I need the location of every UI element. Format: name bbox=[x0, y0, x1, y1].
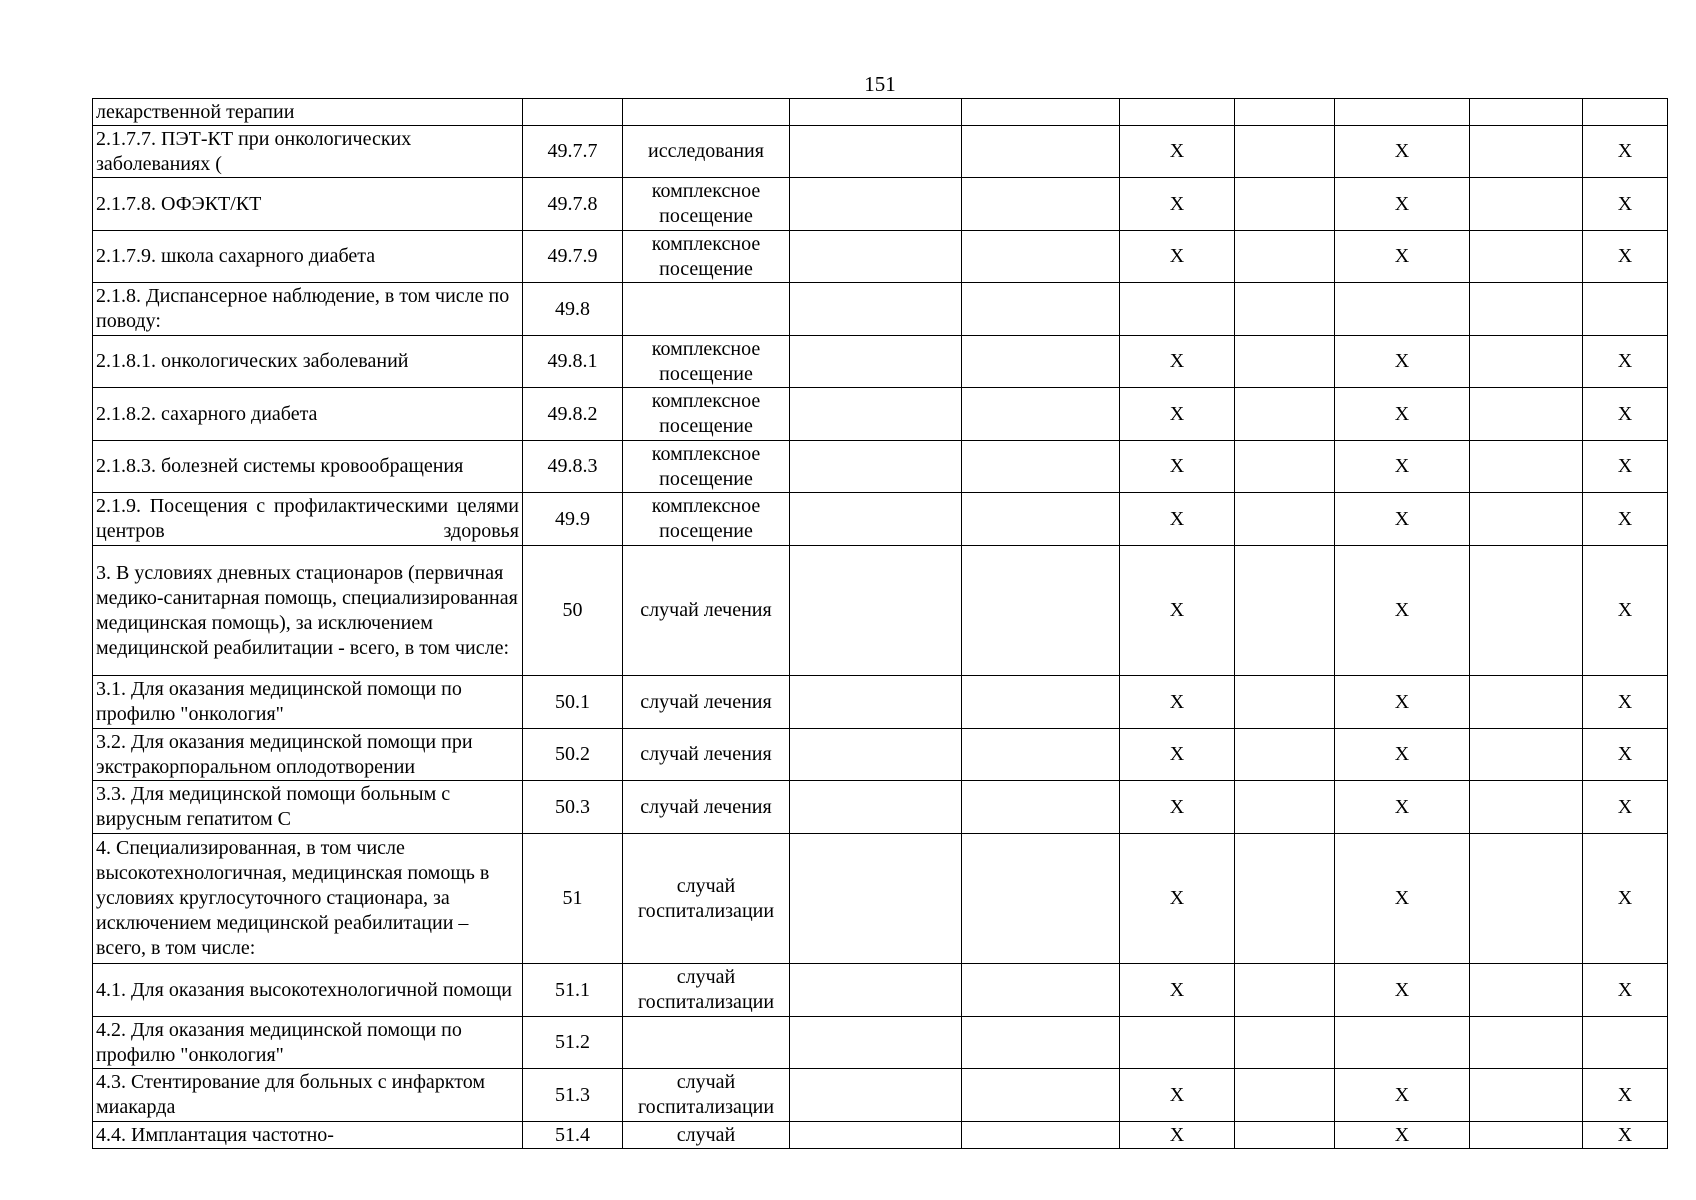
row-empty-cell bbox=[1235, 1069, 1335, 1122]
table-row bbox=[93, 493, 1668, 546]
row-empty-cell bbox=[1235, 834, 1335, 964]
row-empty-cell bbox=[1235, 781, 1335, 834]
row-empty-cell bbox=[962, 676, 1120, 729]
row-code-cell: 49.8.2 bbox=[523, 388, 623, 441]
row-mark-cell: Х bbox=[1335, 1069, 1470, 1122]
row-name-cell: 4.2. Для оказания медицинской помощи по профилю "онкология" bbox=[93, 1017, 523, 1069]
row-mark-cell: Х bbox=[1120, 546, 1235, 676]
row-mark-cell: Х bbox=[1583, 126, 1668, 178]
row-empty-cell bbox=[1235, 283, 1335, 336]
row-mark-cell: Х bbox=[1335, 388, 1470, 441]
row-mark-cell: Х bbox=[1335, 231, 1470, 283]
table-row bbox=[93, 834, 1668, 964]
table-row bbox=[93, 441, 1668, 493]
row-mark-cell: Х bbox=[1335, 781, 1470, 834]
row-unit-cell: комплексное посещение bbox=[623, 231, 790, 283]
row-name-cell: 3.3. Для медицинской помощи больным с вирусным гепатитом С bbox=[93, 781, 523, 834]
row-mark-cell: Х bbox=[1335, 441, 1470, 493]
row-empty-cell bbox=[962, 493, 1120, 546]
row-name-cell: лекарственной терапии bbox=[93, 99, 523, 126]
row-mark-cell: Х bbox=[1120, 231, 1235, 283]
row-mark-cell: Х bbox=[1120, 834, 1235, 964]
row-code-cell: 49.8 bbox=[523, 283, 623, 336]
row-mark-cell: Х bbox=[1335, 336, 1470, 388]
row-code-cell: 51 bbox=[523, 834, 623, 964]
row-empty-cell bbox=[1470, 126, 1583, 178]
row-name-cell: 3.1. Для оказания медицинской помощи по профилю "онкология" bbox=[93, 676, 523, 729]
row-mark-cell: Х bbox=[1120, 1069, 1235, 1122]
row-empty-cell bbox=[1470, 1069, 1583, 1122]
row-unit-cell: комплексное посещение bbox=[623, 336, 790, 388]
row-empty-cell bbox=[1235, 546, 1335, 676]
row-empty-cell bbox=[962, 388, 1120, 441]
row-empty-cell bbox=[790, 283, 962, 336]
row-empty-cell bbox=[1470, 834, 1583, 964]
row-mark-cell: Х bbox=[1583, 964, 1668, 1017]
row-mark-cell: Х bbox=[1120, 676, 1235, 729]
row-unit-cell: случай госпитализации bbox=[623, 834, 790, 964]
row-unit-cell bbox=[623, 99, 790, 126]
row-unit-cell: случай лечения bbox=[623, 546, 790, 676]
table-row bbox=[93, 283, 1668, 336]
row-empty-cell bbox=[962, 1017, 1120, 1069]
row-name-cell: 4.3. Стентирование для больных с инфарктом миакарда bbox=[93, 1069, 523, 1122]
row-empty-cell bbox=[790, 834, 962, 964]
row-empty-cell bbox=[962, 283, 1120, 336]
row-mark-cell: Х bbox=[1120, 388, 1235, 441]
row-mark-cell: Х bbox=[1583, 441, 1668, 493]
row-empty-cell bbox=[962, 126, 1120, 178]
row-empty-cell bbox=[962, 1122, 1120, 1149]
row-empty-cell bbox=[790, 676, 962, 729]
row-mark-cell: Х bbox=[1583, 1069, 1668, 1122]
row-code-cell: 50.2 bbox=[523, 729, 623, 781]
row-empty-cell bbox=[790, 231, 962, 283]
row-empty-cell bbox=[790, 388, 962, 441]
row-code-cell: 51.3 bbox=[523, 1069, 623, 1122]
row-code-cell: 51.4 bbox=[523, 1122, 623, 1149]
table-row bbox=[93, 964, 1668, 1017]
row-code-cell: 50.3 bbox=[523, 781, 623, 834]
row-name-cell: 2.1.7.8. ОФЭКТ/КТ bbox=[93, 178, 523, 231]
row-code-cell: 49.7.9 bbox=[523, 231, 623, 283]
row-empty-cell bbox=[1470, 231, 1583, 283]
table-row bbox=[93, 388, 1668, 441]
row-name-cell: 2.1.7.9. школа сахарного диабета bbox=[93, 231, 523, 283]
row-empty-cell bbox=[790, 1122, 962, 1149]
row-unit-cell: случай госпитализации bbox=[623, 964, 790, 1017]
tariff-table bbox=[92, 98, 1668, 1149]
row-code-cell: 50 bbox=[523, 546, 623, 676]
row-empty-cell bbox=[790, 126, 962, 178]
row-empty-cell bbox=[1470, 336, 1583, 388]
row-mark-cell: Х bbox=[1583, 178, 1668, 231]
row-empty-cell bbox=[1120, 99, 1235, 126]
row-mark-cell: Х bbox=[1335, 126, 1470, 178]
row-empty-cell bbox=[790, 178, 962, 231]
row-empty-cell bbox=[1583, 99, 1668, 126]
row-empty-cell bbox=[1235, 231, 1335, 283]
row-empty-cell bbox=[1235, 1122, 1335, 1149]
row-mark-cell: Х bbox=[1335, 546, 1470, 676]
row-empty-cell bbox=[1120, 1017, 1235, 1069]
row-empty-cell bbox=[1470, 283, 1583, 336]
row-empty-cell bbox=[1235, 178, 1335, 231]
table-row bbox=[93, 546, 1668, 676]
row-empty-cell bbox=[1470, 178, 1583, 231]
row-empty-cell bbox=[962, 441, 1120, 493]
row-empty-cell bbox=[1235, 729, 1335, 781]
table-body bbox=[93, 99, 1668, 1149]
row-code-cell: 49.7.8 bbox=[523, 178, 623, 231]
row-empty-cell bbox=[1235, 676, 1335, 729]
row-empty-cell bbox=[1583, 283, 1668, 336]
row-empty-cell bbox=[1583, 1017, 1668, 1069]
row-mark-cell: Х bbox=[1335, 493, 1470, 546]
row-empty-cell bbox=[1235, 493, 1335, 546]
table-row bbox=[93, 178, 1668, 231]
row-mark-cell: Х bbox=[1583, 781, 1668, 834]
row-mark-cell: Х bbox=[1583, 834, 1668, 964]
row-empty-cell bbox=[1120, 283, 1235, 336]
row-empty-cell bbox=[1470, 781, 1583, 834]
row-empty-cell bbox=[1470, 964, 1583, 1017]
row-empty-cell bbox=[1470, 1017, 1583, 1069]
page-number: 151 bbox=[864, 72, 896, 96]
row-mark-cell: Х bbox=[1583, 546, 1668, 676]
row-mark-cell: Х bbox=[1120, 781, 1235, 834]
row-name-cell: 2.1.8. Диспансерное наблюдение, в том числе по поводу: bbox=[93, 283, 523, 336]
row-empty-cell bbox=[1235, 388, 1335, 441]
row-name-cell: 3.2. Для оказания медицинской помощи при экстракорпоральном оплодотворении bbox=[93, 729, 523, 781]
row-unit-cell: комплексное посещение bbox=[623, 178, 790, 231]
row-empty-cell bbox=[962, 546, 1120, 676]
row-mark-cell: Х bbox=[1335, 676, 1470, 729]
row-mark-cell: Х bbox=[1583, 676, 1668, 729]
row-unit-cell bbox=[623, 1017, 790, 1069]
row-empty-cell bbox=[790, 336, 962, 388]
row-empty-cell bbox=[1335, 283, 1470, 336]
row-empty-cell bbox=[790, 493, 962, 546]
row-mark-cell: Х bbox=[1120, 336, 1235, 388]
row-code-cell: 49.9 bbox=[523, 493, 623, 546]
row-empty-cell bbox=[790, 441, 962, 493]
row-empty-cell bbox=[962, 231, 1120, 283]
row-name-cell: 3. В условиях дневных стационаров (первичная медико-санитарная помощь, специализированная медицинская помощь), за исключением медицинской реабилитации - всего, в том числе: bbox=[93, 546, 523, 676]
row-unit-cell bbox=[623, 283, 790, 336]
row-name-cell: 2.1.7.7. ПЭТ-КТ при онкологических заболеваниях ( bbox=[93, 126, 523, 178]
row-empty-cell bbox=[1235, 126, 1335, 178]
row-empty-cell bbox=[1235, 99, 1335, 126]
row-empty-cell bbox=[790, 1069, 962, 1122]
row-mark-cell: Х bbox=[1335, 834, 1470, 964]
row-empty-cell bbox=[962, 99, 1120, 126]
row-empty-cell bbox=[962, 336, 1120, 388]
row-name-cell: 2.1.8.1. онкологических заболеваний bbox=[93, 336, 523, 388]
row-empty-cell bbox=[962, 964, 1120, 1017]
row-mark-cell: Х bbox=[1120, 441, 1235, 493]
table-row bbox=[93, 231, 1668, 283]
row-unit-cell: исследования bbox=[623, 126, 790, 178]
row-empty-cell bbox=[1470, 99, 1583, 126]
table-row bbox=[93, 336, 1668, 388]
row-empty-cell bbox=[1470, 546, 1583, 676]
row-mark-cell: Х bbox=[1583, 1122, 1668, 1149]
row-empty-cell bbox=[1235, 1017, 1335, 1069]
table-row bbox=[93, 729, 1668, 781]
row-empty-cell bbox=[790, 781, 962, 834]
table-row bbox=[93, 126, 1668, 178]
row-code-cell: 51.1 bbox=[523, 964, 623, 1017]
row-empty-cell bbox=[1235, 336, 1335, 388]
row-code-cell: 49.8.3 bbox=[523, 441, 623, 493]
row-empty-cell bbox=[1235, 441, 1335, 493]
row-mark-cell: Х bbox=[1335, 178, 1470, 231]
row-code-cell bbox=[523, 99, 623, 126]
table-row bbox=[93, 99, 1668, 126]
row-unit-cell: случай госпитализации bbox=[623, 1069, 790, 1122]
row-unit-cell: комплексное посещение bbox=[623, 388, 790, 441]
row-mark-cell: Х bbox=[1335, 729, 1470, 781]
row-unit-cell: случай bbox=[623, 1122, 790, 1149]
row-unit-cell: случай лечения bbox=[623, 676, 790, 729]
row-empty-cell bbox=[962, 729, 1120, 781]
row-empty-cell bbox=[790, 1017, 962, 1069]
table-row bbox=[93, 676, 1668, 729]
row-empty-cell bbox=[1470, 729, 1583, 781]
row-mark-cell: Х bbox=[1335, 1122, 1470, 1149]
row-empty-cell bbox=[1470, 1122, 1583, 1149]
row-unit-cell: комплексное посещение bbox=[623, 493, 790, 546]
row-mark-cell: Х bbox=[1583, 729, 1668, 781]
row-mark-cell: Х bbox=[1583, 336, 1668, 388]
row-empty-cell bbox=[790, 546, 962, 676]
row-empty-cell bbox=[1470, 493, 1583, 546]
table-row bbox=[93, 1069, 1668, 1122]
row-empty-cell bbox=[790, 729, 962, 781]
row-name-cell: 4.4. Имплантация частотно- bbox=[93, 1122, 523, 1149]
row-empty-cell bbox=[790, 964, 962, 1017]
row-empty-cell bbox=[1235, 964, 1335, 1017]
table-row bbox=[93, 1017, 1668, 1069]
row-empty-cell bbox=[962, 1069, 1120, 1122]
row-code-cell: 49.7.7 bbox=[523, 126, 623, 178]
row-name-cell: 2.1.9. Посещения с профилактическими целями центров здоровья bbox=[93, 493, 523, 546]
row-mark-cell: Х bbox=[1583, 493, 1668, 546]
row-mark-cell: Х bbox=[1120, 493, 1235, 546]
row-empty-cell bbox=[962, 781, 1120, 834]
row-mark-cell: Х bbox=[1583, 388, 1668, 441]
row-empty-cell bbox=[790, 99, 962, 126]
table-row bbox=[93, 1122, 1668, 1149]
row-mark-cell: Х bbox=[1120, 729, 1235, 781]
row-empty-cell bbox=[1470, 441, 1583, 493]
row-mark-cell: Х bbox=[1583, 231, 1668, 283]
row-unit-cell: случай лечения bbox=[623, 781, 790, 834]
row-unit-cell: случай лечения bbox=[623, 729, 790, 781]
row-mark-cell: Х bbox=[1120, 1122, 1235, 1149]
row-empty-cell bbox=[962, 834, 1120, 964]
row-empty-cell bbox=[1335, 99, 1470, 126]
row-name-cell: 4. Специализированная, в том числе высокотехнологичная, медицинская помощь в условиях круглосуточного стационара, за исключением медицинской реабилитации – всего, в том числе: bbox=[93, 834, 523, 964]
row-mark-cell: Х bbox=[1120, 178, 1235, 231]
row-code-cell: 51.2 bbox=[523, 1017, 623, 1069]
row-code-cell: 50.1 bbox=[523, 676, 623, 729]
table-row bbox=[93, 781, 1668, 834]
row-mark-cell: Х bbox=[1120, 126, 1235, 178]
row-name-cell: 2.1.8.2. сахарного диабета bbox=[93, 388, 523, 441]
row-mark-cell: Х bbox=[1120, 964, 1235, 1017]
row-name-cell: 4.1. Для оказания высокотехнологичной помощи bbox=[93, 964, 523, 1017]
row-empty-cell bbox=[1470, 388, 1583, 441]
row-empty-cell bbox=[1470, 676, 1583, 729]
row-name-cell: 2.1.8.3. болезней системы кровообращения bbox=[93, 441, 523, 493]
row-empty-cell bbox=[1335, 1017, 1470, 1069]
row-empty-cell bbox=[962, 178, 1120, 231]
row-code-cell: 49.8.1 bbox=[523, 336, 623, 388]
row-unit-cell: комплексное посещение bbox=[623, 441, 790, 493]
row-mark-cell: Х bbox=[1335, 964, 1470, 1017]
